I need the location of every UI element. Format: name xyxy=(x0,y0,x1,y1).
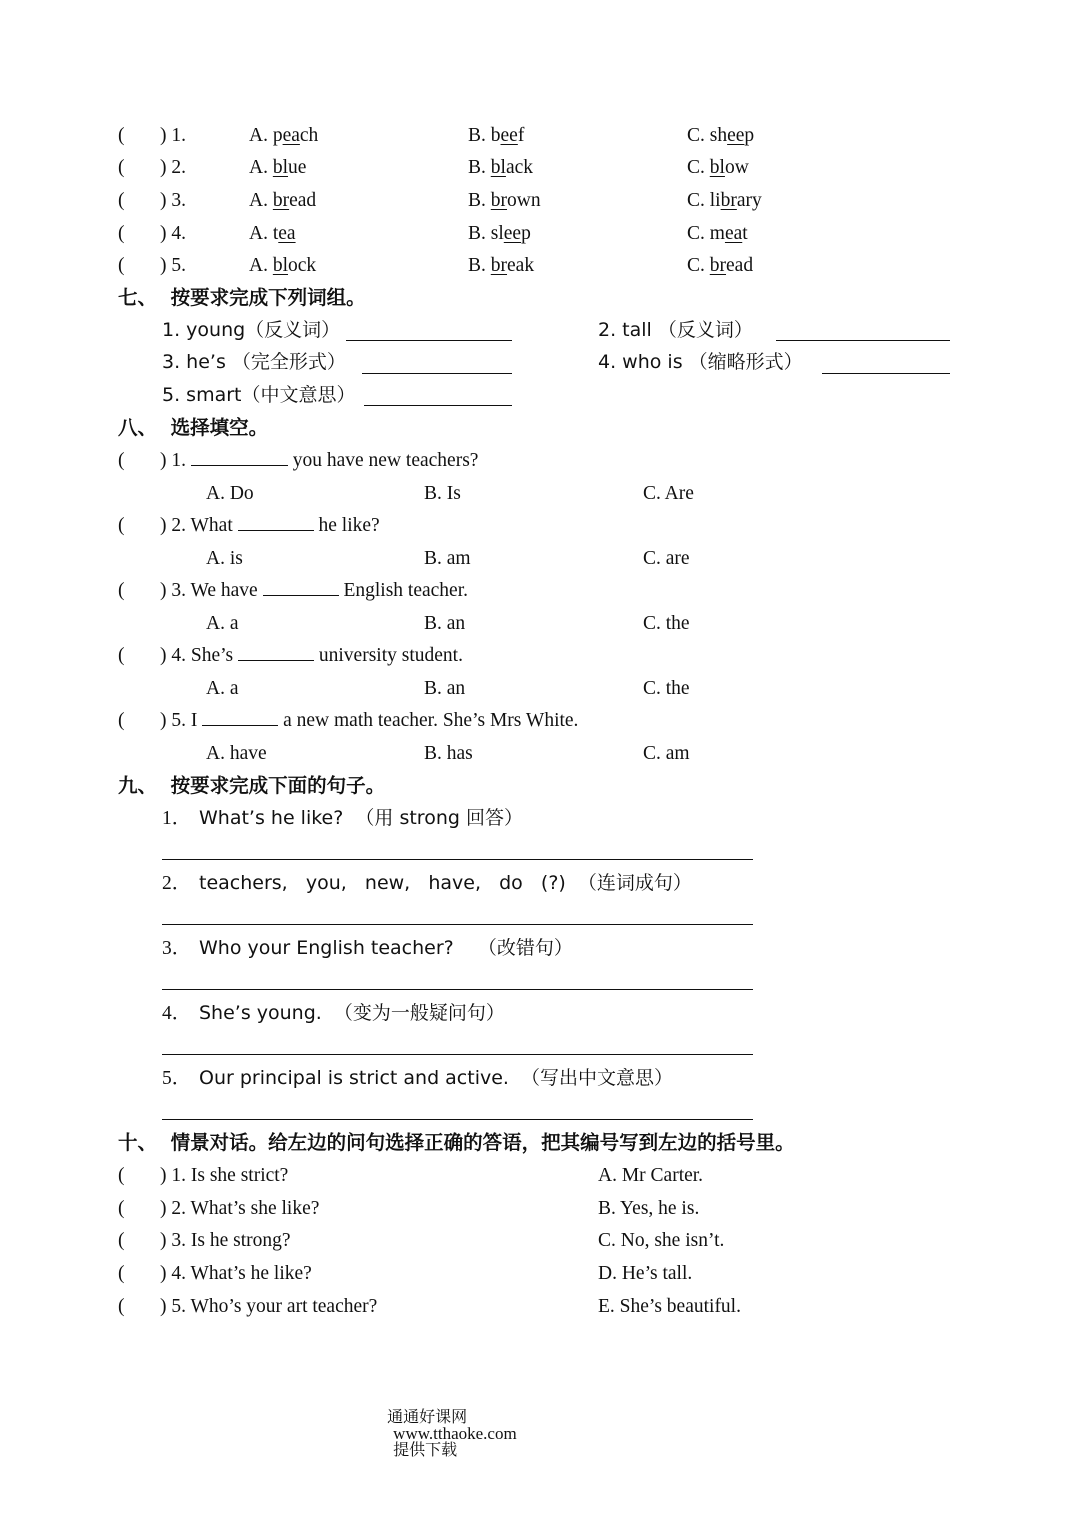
answer-paren[interactable]: ( xyxy=(118,710,125,731)
page-footer xyxy=(377,1393,517,1458)
dialogue-answer: A. Mr Carter. xyxy=(598,1165,704,1186)
answer-line[interactable] xyxy=(162,1054,753,1055)
section-title: 九、 按要求完成下面的句子。 xyxy=(118,774,386,797)
footer-tail: 提供下载 xyxy=(393,1440,458,1459)
answer-paren[interactable]: ( xyxy=(118,255,125,276)
answer-paren[interactable]: ( xyxy=(118,580,125,601)
answer-blank[interactable] xyxy=(364,405,512,406)
dialogue-question: ) 4. What’s he like? xyxy=(160,1263,312,1284)
answer-paren[interactable]: ( xyxy=(118,1230,125,1251)
item-text: Who your English teacher? （改错句） xyxy=(199,937,573,959)
word-item: 5. smart（中文意思） xyxy=(162,384,356,406)
option-c: C. the xyxy=(643,678,690,699)
option-a: A. Do xyxy=(206,483,254,504)
dialogue-question: ) 5. Who’s your art teacher? xyxy=(160,1296,378,1317)
answer-blank[interactable] xyxy=(776,340,950,341)
answer-paren[interactable]: ( xyxy=(118,223,125,244)
answer-paren[interactable]: ( xyxy=(118,1296,125,1317)
answer-paren[interactable]: ( xyxy=(118,190,125,211)
question-stem: ) 5. I a new math teacher. She’s Mrs White. xyxy=(160,710,579,731)
option-a: A. blue xyxy=(249,157,307,178)
option-c: C. Are xyxy=(643,483,694,504)
answer-blank[interactable] xyxy=(202,725,278,726)
answer-paren[interactable]: ( xyxy=(118,1263,125,1284)
option-b: B. has xyxy=(424,743,473,764)
dialogue-answer: E. She’s beautiful. xyxy=(598,1296,741,1317)
dialogue-answer: B. Yes, he is. xyxy=(598,1198,700,1219)
item-text: Our principal is strict and active. （写出中文意思） xyxy=(199,1067,674,1089)
section-title: 八、 选择填空。 xyxy=(118,416,269,439)
item-text: She’s young. （变为一般疑问句） xyxy=(199,1002,505,1024)
dialogue-answer: C. No, she isn’t. xyxy=(598,1230,725,1251)
answer-line[interactable] xyxy=(162,989,753,990)
option-a: A. a xyxy=(206,678,239,699)
option-b: B. am xyxy=(424,548,471,569)
question-number: ) 3. xyxy=(160,190,186,211)
word-item: 2. tall （反义词） xyxy=(598,319,753,341)
answer-blank[interactable] xyxy=(238,660,314,661)
answer-blank[interactable] xyxy=(263,595,339,596)
answer-paren[interactable]: ( xyxy=(118,157,125,178)
option-c: C. meat xyxy=(687,223,748,244)
question-stem: ) 3. We have English teacher. xyxy=(160,580,468,601)
answer-blank[interactable] xyxy=(191,465,288,466)
option-c: C. the xyxy=(643,613,690,634)
answer-paren[interactable]: ( xyxy=(118,645,125,666)
section-title: 十、 情景对话。给左边的问句选择正确的答语，把其编号写到左边的括号里。 xyxy=(118,1131,795,1154)
answer-line[interactable] xyxy=(162,924,753,925)
section-title: 七、 按要求完成下列词组。 xyxy=(118,286,366,309)
word-item: 3. he’s （完全形式） xyxy=(162,351,346,373)
option-b: B. brown xyxy=(468,190,541,211)
option-c: C. are xyxy=(643,548,690,569)
answer-paren[interactable]: ( xyxy=(118,1198,125,1219)
question-stem: ) 2. What he like? xyxy=(160,515,380,536)
option-b: B. an xyxy=(424,613,466,634)
answer-blank[interactable] xyxy=(238,530,314,531)
item-number: 3． xyxy=(162,938,192,959)
answer-line[interactable] xyxy=(162,859,753,860)
question-number: ) 2. xyxy=(160,157,186,178)
option-b: B. an xyxy=(424,678,466,699)
option-a: A. have xyxy=(206,743,267,764)
answer-paren[interactable]: ( xyxy=(118,1165,125,1186)
option-c: C. library xyxy=(687,190,762,211)
question-number: ) 5. xyxy=(160,255,186,276)
footer-url[interactable]: www.tthaoke.com xyxy=(393,1424,517,1443)
answer-blank[interactable] xyxy=(822,373,950,374)
option-a: A. peach xyxy=(249,125,319,146)
option-c: C. bread xyxy=(687,255,754,276)
dialogue-question: ) 1. Is she strict? xyxy=(160,1165,289,1186)
option-c: C. blow xyxy=(687,157,749,178)
answer-paren[interactable]: ( xyxy=(118,125,125,146)
option-a: A. a xyxy=(206,613,239,634)
item-number: 4． xyxy=(162,1003,192,1024)
question-stem: ) 1. you have new teachers? xyxy=(160,450,479,471)
answer-line[interactable] xyxy=(162,1119,753,1120)
option-b: B. Is xyxy=(424,483,461,504)
option-b: B. sleep xyxy=(468,223,531,244)
dialogue-answer: D. He’s tall. xyxy=(598,1263,693,1284)
option-b: B. break xyxy=(468,255,535,276)
word-item: 1. young（反义词） xyxy=(162,319,341,341)
option-a: A. is xyxy=(206,548,243,569)
option-a: A. block xyxy=(249,255,317,276)
option-c: C. am xyxy=(643,743,690,764)
option-a: A. tea xyxy=(249,223,296,244)
item-number: 2． xyxy=(162,873,192,894)
option-b: B. beef xyxy=(468,125,525,146)
item-number: 1． xyxy=(162,808,192,829)
option-a: A. bread xyxy=(249,190,317,211)
word-item: 4. who is （缩略形式） xyxy=(598,351,803,373)
answer-paren[interactable]: ( xyxy=(118,515,125,536)
item-number: 5． xyxy=(162,1068,192,1089)
item-text: teachers, you, new, have, do (?) （连词成句） xyxy=(199,872,692,894)
question-number: ) 1. xyxy=(160,125,186,146)
dialogue-question: ) 2. What’s she like? xyxy=(160,1198,320,1219)
answer-blank[interactable] xyxy=(362,373,512,374)
question-number: ) 4. xyxy=(160,223,186,244)
option-c: C. sheep xyxy=(687,125,755,146)
question-stem: ) 4. She’s university student. xyxy=(160,645,463,666)
answer-blank[interactable] xyxy=(346,340,512,341)
option-b: B. black xyxy=(468,157,533,178)
footer-site-name: 通通好课网 xyxy=(387,1407,468,1426)
dialogue-question: ) 3. Is he strong? xyxy=(160,1230,291,1251)
answer-paren[interactable]: ( xyxy=(118,450,125,471)
item-text: What’s he like? （用 strong 回答） xyxy=(199,807,523,829)
